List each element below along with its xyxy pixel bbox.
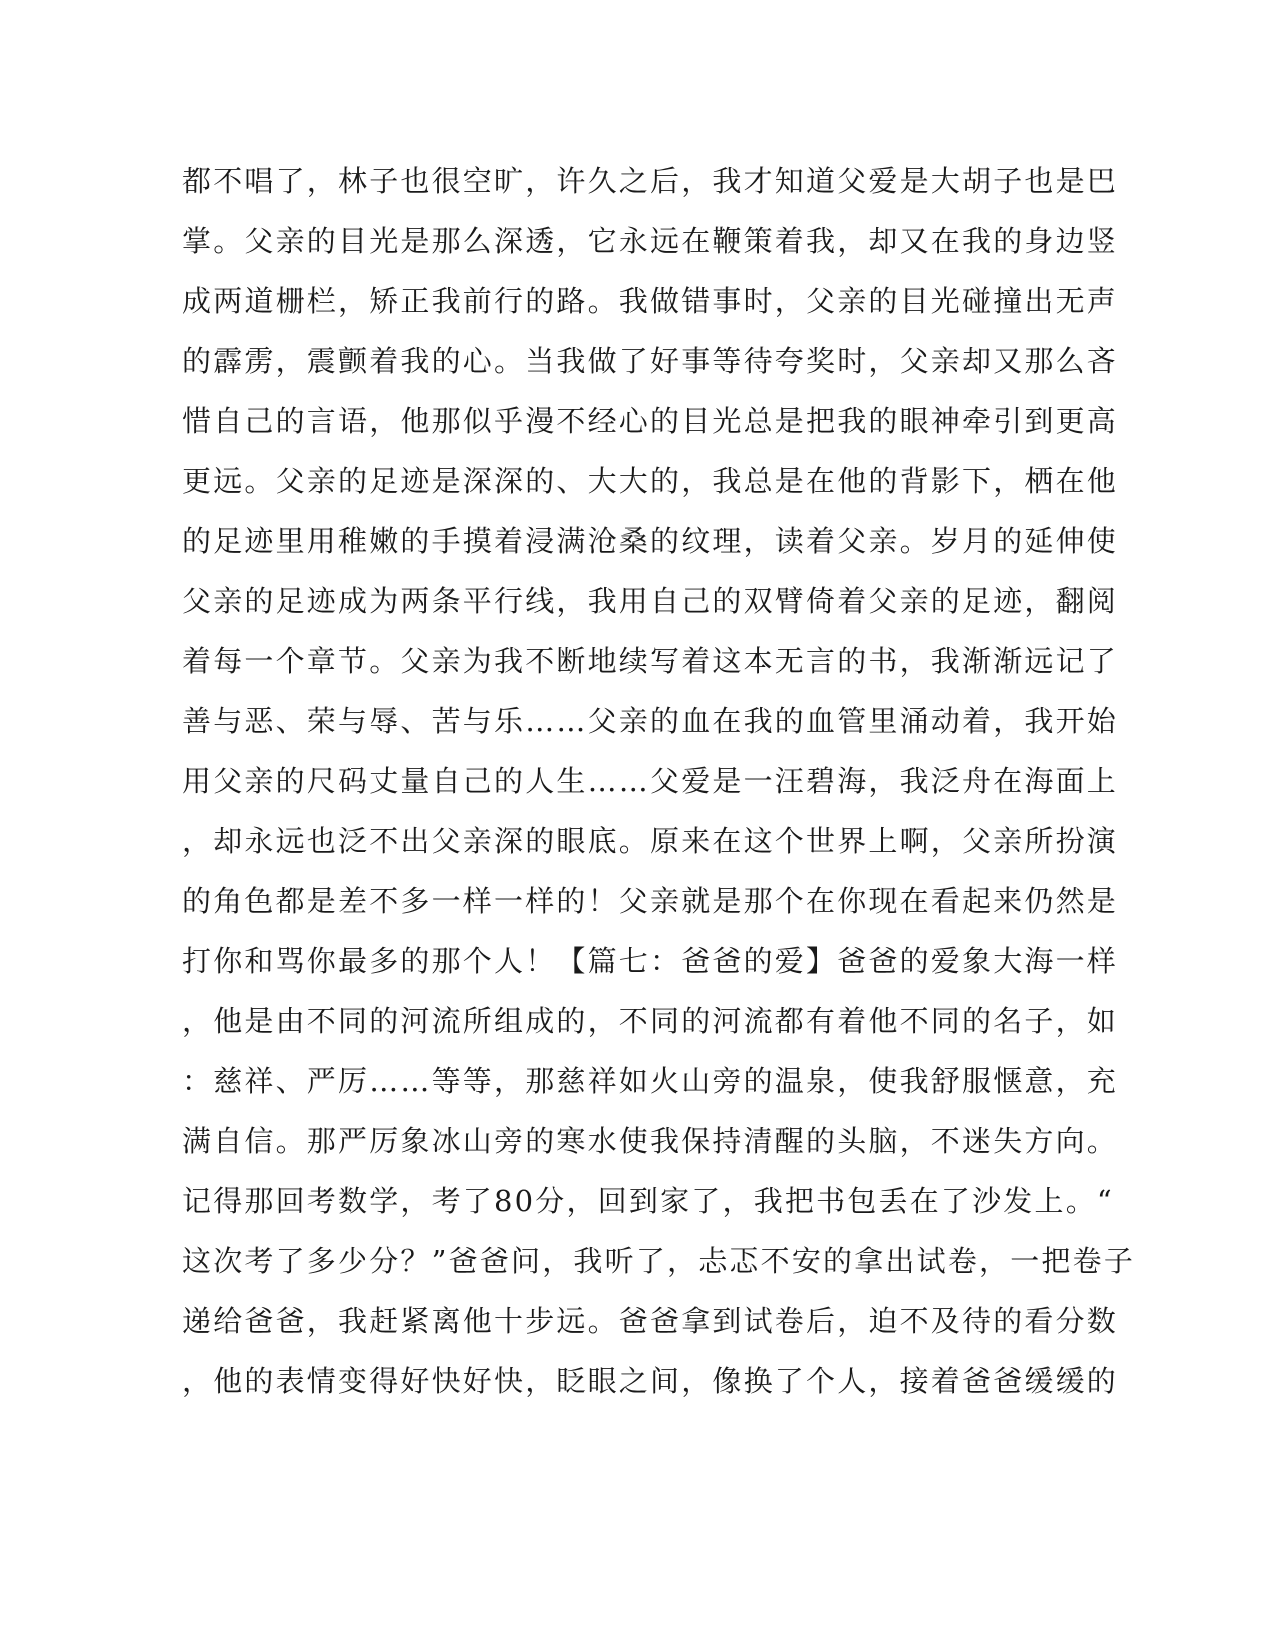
text-line: 着每一个章节。父亲为我不断地续写着这本无言的书，我渐渐远记了 bbox=[182, 644, 1119, 678]
text-line: ，他是由不同的河流所组成的，不同的河流都有着他不同的名子，如 bbox=[182, 1004, 1119, 1038]
text-line: 的霹雳，震颤着我的心。当我做了好事等待夸奖时，父亲却又那么吝 bbox=[182, 344, 1119, 378]
text-line: 都不唱了，林子也很空旷，许久之后，我才知道父爱是大胡子也是巴 bbox=[182, 164, 1119, 198]
text-line: 更远。父亲的足迹是深深的、大大的，我总是在他的背影下，栖在他 bbox=[182, 464, 1119, 498]
text-line: 这次考了多少分？”爸爸问，我听了，忐忑不安的拿出试卷，一把卷子 bbox=[182, 1244, 1136, 1278]
text-line: 打你和骂你最多的那个人！【篇七：爸爸的爱】爸爸的爱象大海一样 bbox=[182, 944, 1119, 978]
text-line: 掌。父亲的目光是那么深透，它永远在鞭策着我，却又在我的身边竖 bbox=[182, 224, 1119, 258]
text-line: 惜自己的言语，他那似乎漫不经心的目光总是把我的眼神牵引到更高 bbox=[182, 404, 1119, 438]
text-line: ：慈祥、严厉……等等，那慈祥如火山旁的温泉，使我舒服惬意，充 bbox=[182, 1064, 1119, 1098]
text-line: ，他的表情变得好快好快，眨眼之间，像换了个人，接着爸爸缓缓的 bbox=[182, 1364, 1119, 1398]
text-line: 记得那回考数学，考了80分，回到家了，我把书包丢在了沙发上。“ bbox=[182, 1184, 1114, 1218]
text-line: ，却永远也泛不出父亲深的眼底。原来在这个世界上啊，父亲所扮演 bbox=[182, 824, 1119, 858]
text-line: 的足迹里用稚嫩的手摸着浸满沧桑的纹理，读着父亲。岁月的延伸使 bbox=[182, 524, 1119, 558]
body-text bbox=[182, 156, 1136, 1416]
text-line: 成两道栅栏，矫正我前行的路。我做错事时，父亲的目光碰撞出无声 bbox=[182, 284, 1119, 318]
text-line: 递给爸爸，我赶紧离他十步远。爸爸拿到试卷后，迫不及待的看分数 bbox=[182, 1304, 1119, 1338]
text-line: 善与恶、荣与辱、苦与乐……父亲的血在我的血管里涌动着，我开始 bbox=[182, 704, 1119, 738]
text-line: 的角色都是差不多一样一样的！父亲就是那个在你现在看起来仍然是 bbox=[182, 884, 1119, 918]
text-line: 满自信。那严厉象冰山旁的寒水使我保持清醒的头脑，不迷失方向。 bbox=[182, 1124, 1119, 1158]
text-line: 用父亲的尺码丈量自己的人生……父爱是一汪碧海，我泛舟在海面上 bbox=[182, 764, 1119, 798]
text-line: 父亲的足迹成为两条平行线，我用自己的双臂倚着父亲的足迹，翻阅 bbox=[182, 584, 1119, 618]
